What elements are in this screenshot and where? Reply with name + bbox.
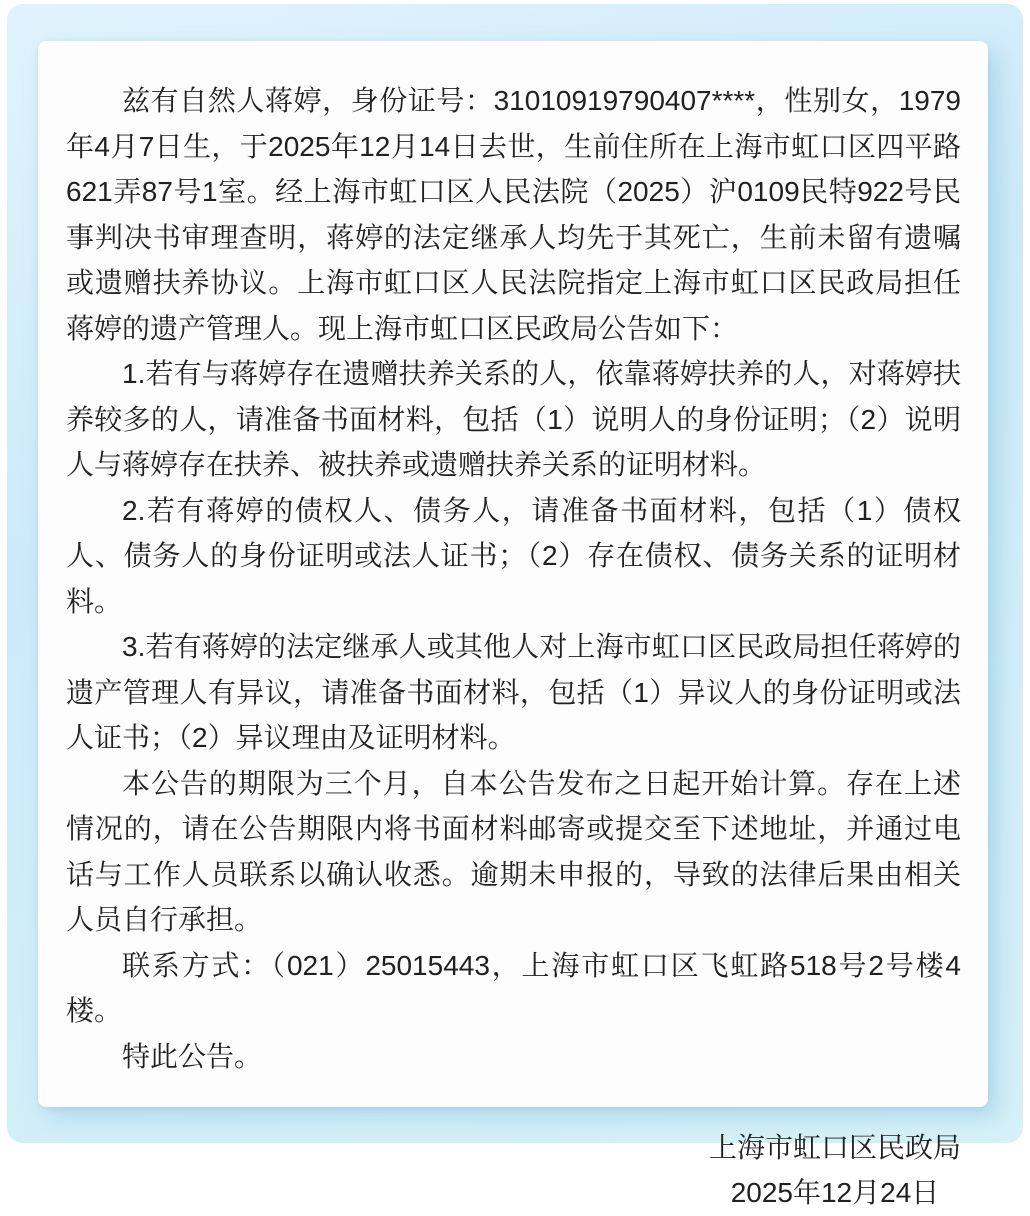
notice-paragraph-item-2: 2.若有蒋婷的债权人、债务人，请准备书面材料，包括（1）债权人、债务人的身份证明或法人证书；（2）存在债权、债务关系的证明材料。 <box>66 494 961 617</box>
notice-card <box>38 41 988 1208</box>
notice-paragraph-contact: 联系方式：（021）25015443，上海市虹口区飞虹路518号2号楼4楼。 <box>66 949 961 1026</box>
signature-area <box>66 1125 961 1216</box>
signature-date: 2025年12月24日 <box>730 1177 940 1208</box>
notice-body <box>66 78 961 1079</box>
notice-paragraph-intro: 兹有自然人蒋婷，身份证号：31010919790407****，性别女，1979年4月7日生，于2025年12月14日去世，生前住所在上海市虹口区四平路621弄87号1室。经上海市虹口区人民法院（2025）沪0109民特922号民事判决书审理查明，蒋婷的法定继承人均先于其死亡，生前未留有遗嘱或遗赠扶养协议。上海市虹口区人民法院指定上海市虹口区民政局担任蒋婷的遗产管理人。现上海市虹口区民政局公告如下： <box>66 85 961 344</box>
notice-paragraph-closing: 特此公告。 <box>122 1040 263 1072</box>
signature-org: 上海市虹口区民政局 <box>708 1131 961 1163</box>
notice-paragraph-item-3: 3.若有蒋婷的法定继承人或其他人对上海市虹口区民政局担任蒋婷的遗产管理人有异议，请准备书面材料，包括（1）异议人的身份证明或法人证书；（2）异议理由及证明材料。 <box>66 631 961 753</box>
notice-paragraph-item-1: 1.若有与蒋婷存在遗赠扶养关系的人，依靠蒋婷扶养的人，对蒋婷扶养较多的人，请准备书面材料，包括（1）说明人的身份证明；（2）说明人与蒋婷存在扶养、被扶养或遗赠扶养关系的证明材料。 <box>66 358 961 480</box>
signature-block <box>709 1125 961 1216</box>
notice-paragraph-deadline: 本公告的期限为三个月，自本公告发布之日起开始计算。存在上述情况的，请在公告期限内将书面材料邮寄或提交至下述地址，并通过电话与工作人员联系以确认收悉。逾期未申报的，导致的法律后果由相关人员自行承担。 <box>66 767 961 935</box>
